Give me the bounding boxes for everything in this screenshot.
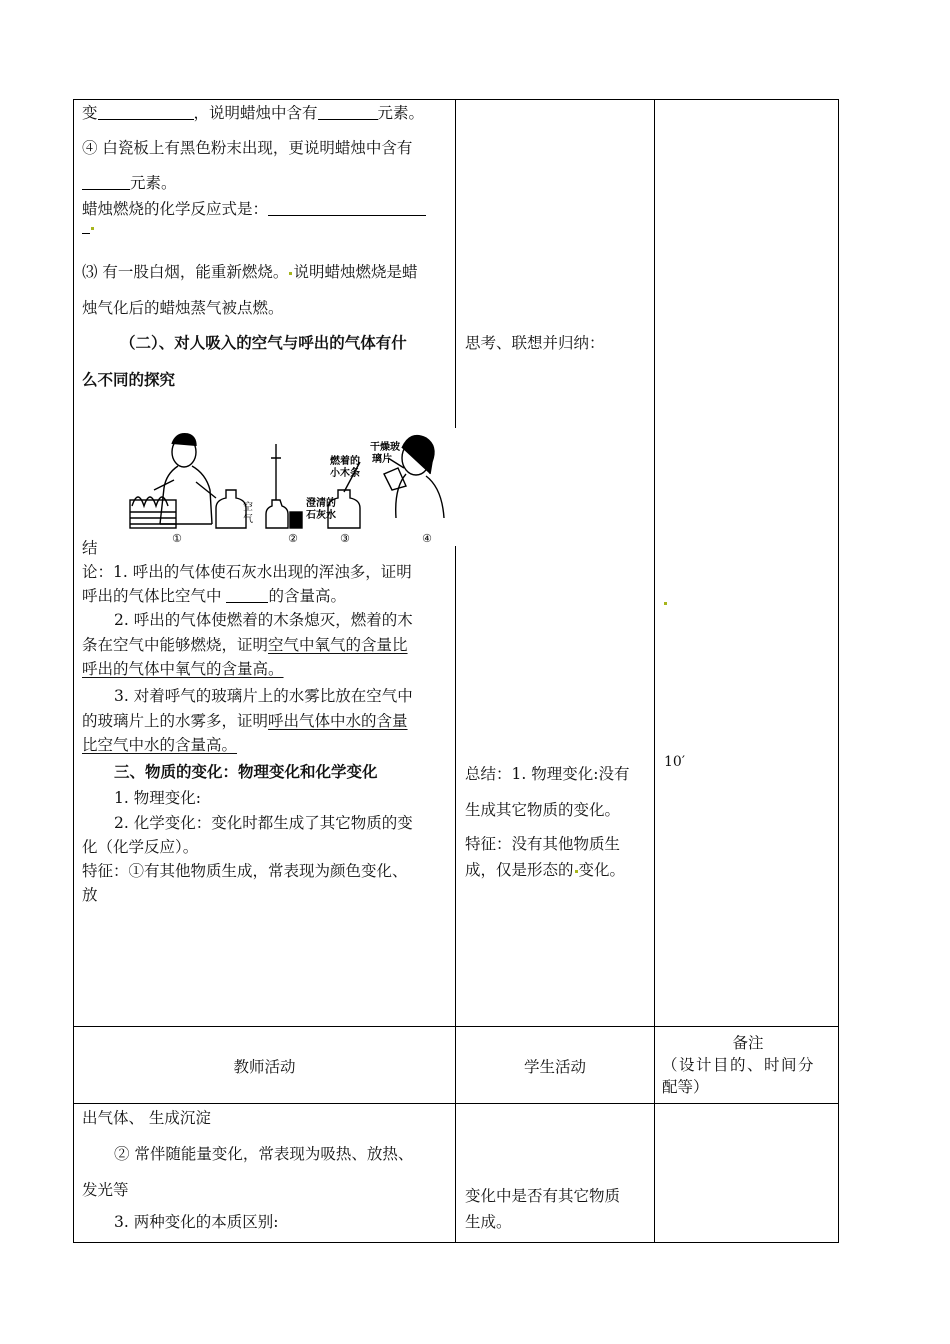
- header-row-top: [73, 1026, 839, 1027]
- table-top-border: [73, 99, 839, 100]
- blank-3: [82, 173, 130, 190]
- column-divider-1-lower: [455, 546, 456, 1243]
- line-formula-continuation: [82, 217, 95, 236]
- bottom-mid-line-1: 变化中是否有其它物质: [465, 1187, 621, 1205]
- label-limewater-1: 澄清的: [306, 498, 336, 509]
- line-chemical-change-b: 化（化学反应）。: [82, 838, 199, 856]
- line-conclusion-2b: [82, 633, 408, 655]
- bottom-line-1: 出气体、 生成沉淀: [82, 1109, 211, 1127]
- fig-number-3: ③: [340, 532, 350, 545]
- text-element-2: 元素。: [130, 174, 177, 192]
- summary-line-2: 生成其它物质的变化。: [465, 801, 621, 819]
- blank-2: [318, 103, 378, 120]
- line-reaction-formula: [82, 197, 426, 219]
- line-chemical-change: 2. 化学变化：变化时都生成了其它物质的变: [114, 814, 413, 832]
- summary-line-1: 总结：1. 物理变化:没有: [465, 765, 630, 783]
- summary-line-3: 特征：没有其他物质生: [465, 835, 621, 853]
- text-smoke-explain: 说明蜡烛燃烧是蜡: [293, 263, 418, 281]
- line-element-2: [82, 171, 177, 193]
- section-heading-3: 三、物质的变化：物理变化和化学变化: [114, 762, 378, 781]
- header-teacher-activity: [74, 1055, 455, 1077]
- text-white-smoke: ⑶ 有一股白烟，能重新燃烧。: [82, 263, 289, 281]
- time-allocation: 10′: [664, 754, 685, 770]
- fig-number-4: ④: [422, 532, 432, 545]
- column-divider-1-top: [455, 99, 456, 429]
- line-feature-b: 放: [82, 886, 98, 904]
- line-vapor-ignite: 烛气化后的蜡烛蒸气被点燃。: [82, 299, 284, 317]
- line-conclusion-1b: [82, 584, 346, 606]
- text-think-summarize: 思考、联想并归纳：: [465, 334, 605, 352]
- header-remark-title: 备注: [732, 1034, 764, 1052]
- line-conclusion-3: 3. 对着呼气的玻璃片上的水雾比放在空气中: [114, 687, 413, 705]
- summary-line-4: [465, 858, 625, 880]
- label-glass-1: 干燥玻: [370, 442, 400, 453]
- blank-formula: [268, 199, 426, 216]
- line-conclusion-3b: [82, 709, 408, 731]
- text-bian: 变: [82, 104, 98, 122]
- bottom-line-3: 发光等: [82, 1181, 129, 1199]
- mark-dot-right: [664, 602, 667, 605]
- line-conclusion-3c: 比空气中水的含量高。: [82, 736, 238, 754]
- header-student-activity: [456, 1055, 654, 1077]
- line-conclusion-2: 2. 呼出的气体使燃着的木条熄灭，燃着的木: [114, 611, 413, 629]
- label-stick-1: 燃着的: [330, 456, 360, 467]
- experiment-illustration: [126, 428, 456, 546]
- bottom-mid-line-2: 生成。: [465, 1213, 512, 1231]
- mark-dot: [575, 870, 578, 873]
- fig-number-1: ①: [172, 532, 182, 545]
- header-row-bottom: [73, 1103, 839, 1104]
- fig-number-2: ②: [288, 532, 298, 545]
- text-stick-burns: 条在空气中能够燃烧，证明: [82, 636, 269, 654]
- blank-formula-2: [82, 217, 90, 234]
- line-physical-change: 1. 物理变化:: [114, 789, 201, 807]
- section-heading-2b: 么不同的探究: [82, 370, 176, 389]
- label-air-2: 气: [243, 514, 253, 525]
- bottle-air: [216, 490, 246, 528]
- mark-dot: [289, 272, 292, 275]
- header-teacher-label: 教师活动: [233, 1058, 296, 1076]
- label-stick-2: 小木条: [330, 468, 360, 479]
- small-jar-limewater: [290, 512, 302, 528]
- column-divider-2: [654, 99, 655, 1243]
- mark-dot: [91, 227, 94, 230]
- header-remark: [662, 1031, 834, 1097]
- line-feature: 特征：①有其他物质生成，常表现为颜色变化、: [82, 862, 408, 880]
- blank-co2: [226, 586, 268, 603]
- text-more-mist: 的玻璃片上的水雾多，证明: [82, 712, 269, 730]
- line-white-smoke: [82, 260, 417, 282]
- bottom-line-2: ② 常伴随能量变化，常表现为吸热、放热、: [114, 1145, 414, 1163]
- text-change: 变化。: [578, 861, 626, 879]
- label-air-1: 空: [243, 502, 253, 513]
- section-heading-2a: （二）、对人吸入的空气与呼出的气体有什: [120, 333, 407, 352]
- line-conclusion-2c: 呼出的气体中氧气的含量高。: [82, 660, 284, 678]
- header-remark-sub1: （设计目的、时间分: [662, 1056, 816, 1074]
- text-candle-contains: ，说明蜡烛中含有: [193, 104, 318, 122]
- table-right-border: [838, 99, 839, 1243]
- bottom-line-4: 3. 两种变化的本质区别:: [114, 1213, 279, 1231]
- glass-sheet: [384, 468, 406, 490]
- line-element-conclusion: [82, 101, 424, 123]
- text-oxygen-higher: 空气中氧气的含量比: [268, 636, 408, 654]
- label-glass-2: 璃片: [372, 454, 392, 465]
- table-bottom-border: [73, 1242, 839, 1243]
- line-white-plate: ④ 白瓷板上有黑色粉末出现，更说明蜡烛中含有: [82, 139, 413, 157]
- text-content-higher: 的含量高。: [268, 587, 346, 605]
- bottle-stick: [328, 490, 360, 528]
- text-element: 元素。: [377, 104, 425, 122]
- text-water-higher: 呼出气体中水的含量: [268, 712, 408, 730]
- line-conclusion-1: 论：1. 呼出的气体使石灰水出现的浑浊多，证明: [82, 563, 412, 581]
- line-conclusion-start: 结: [82, 539, 98, 557]
- text-exhaled-vs-air: 呼出的气体比空气中: [82, 587, 222, 605]
- header-student-label: 学生活动: [523, 1058, 586, 1076]
- text-only-form: 成，仅是形态的: [465, 861, 574, 879]
- header-remark-sub2: 配等）: [662, 1078, 709, 1096]
- label-limewater-2: 石灰水: [306, 510, 336, 521]
- blank-1: [98, 103, 194, 120]
- text-reaction: 蜡烛燃烧的化学反应式是：: [82, 200, 269, 218]
- experiment-figure: [126, 428, 456, 546]
